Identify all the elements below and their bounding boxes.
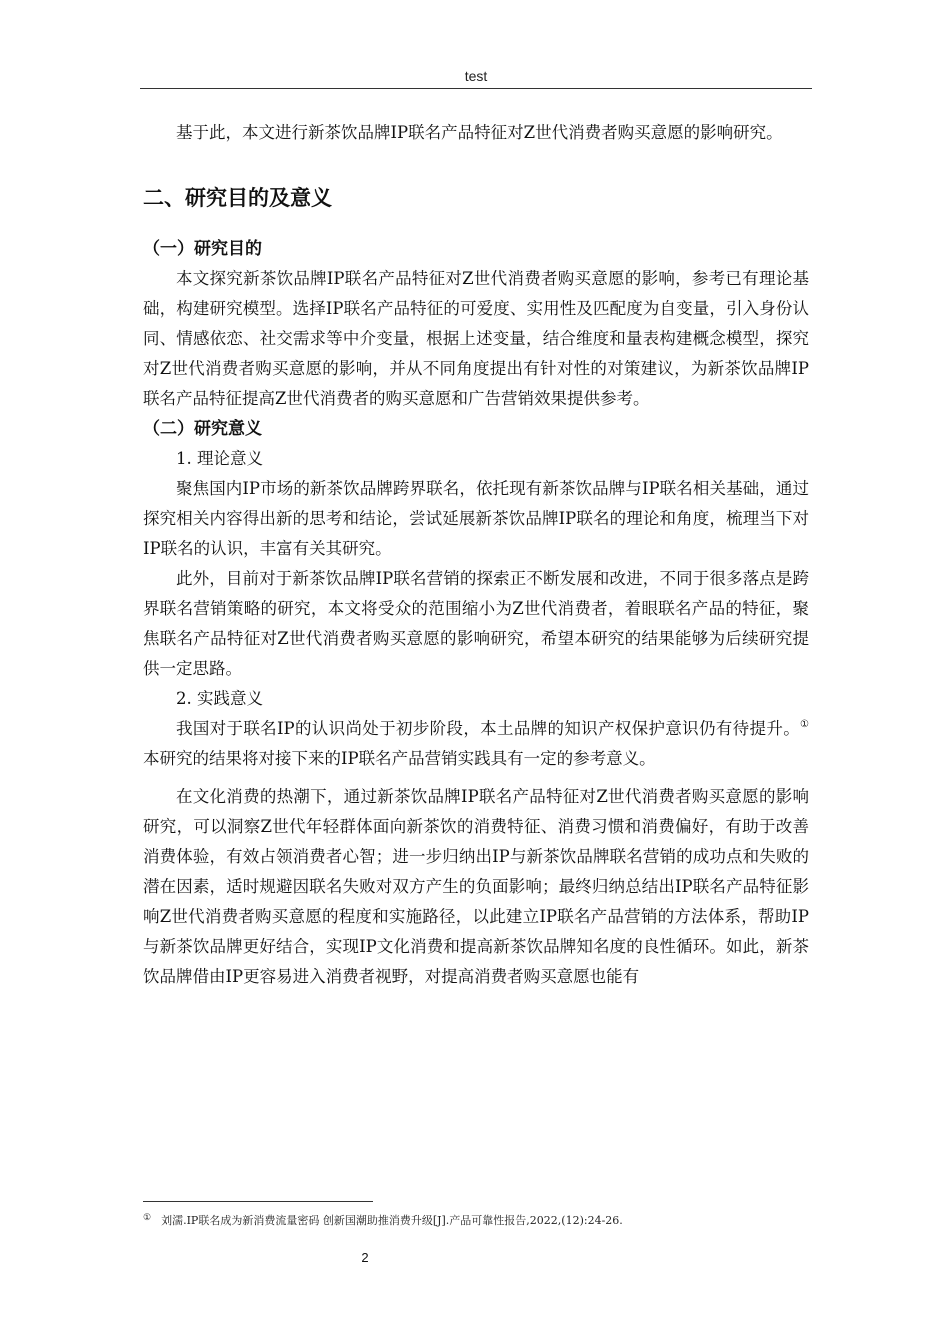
practice-paragraph-1 <box>143 714 809 774</box>
subheading-purpose: （一）研究目的 <box>143 239 262 259</box>
subheading-significance: （二）研究意义 <box>143 419 262 439</box>
page-header: test <box>464 68 488 84</box>
theory-paragraph-2: 此外，目前对于新茶饮品牌IP联名营销的探索正不断发展和改进，不同于很多落点是跨界联名营销策略的研究，本文将受众的范围缩小为Z世代消费者，着眼联名产品的特征，聚焦联名产品特征对Z世代消费者购买意愿的影响研究，希望本研究的结果能够为后续研究提供一定思路。 <box>143 569 809 678</box>
intro-paragraph: 基于此，本文进行新茶饮品牌IP联名产品特征对Z世代消费者购买意愿的影响研究。 <box>176 123 783 142</box>
document-body <box>143 118 809 992</box>
footnote-mark: ① <box>143 1213 152 1223</box>
page-number: 2 <box>361 1250 369 1265</box>
header-divider <box>140 88 812 89</box>
purpose-paragraph: 本文探究新茶饮品牌IP联名产品特征对Z世代消费者购买意愿的影响，参考已有理论基础，构建研究模型。选择IP联名产品特征的可爱度、实用性及匹配度为自变量，引入身份认同、情感依恋、社交需求等中介变量，根据上述变量，结合维度和量表构建概念模型，探究对Z世代消费者购买意愿的影响，并从不同角度提出有针对性的对策建议，为新茶饮品牌IP联名产品特征提高Z世代消费者的购买意愿和广告营销效果提供参考。 <box>143 269 809 408</box>
theory-paragraph-1: 聚焦国内IP市场的新茶饮品牌跨界联名，依托现有新茶饮品牌与IP联名相关基础，通过探究相关内容得出新的思考和结论，尝试延展新茶饮品牌IP联名的理论和角度，梳理当下对IP联名的认识，丰富有关其研究。 <box>143 479 809 558</box>
footnote-text: 刘濡.IP联名成为新消费流量密码 创新国潮助推消费升级[J].产品可靠性报告,2022,(12):24-26. <box>161 1214 623 1227</box>
practice-text-b: 本研究的结果将对接下来的IP联名产品营销实践具有一定的参考意义。 <box>143 749 656 768</box>
footnote <box>143 1212 809 1228</box>
item-theory-title: 1. 理论意义 <box>176 449 263 468</box>
item-practice-title: 2. 实践意义 <box>176 689 263 708</box>
footnote-divider <box>143 1201 373 1202</box>
section-heading: 二、研究目的及意义 <box>143 186 332 210</box>
footnote-reference[interactable]: ① <box>800 719 809 730</box>
practice-paragraph-2: 在文化消费的热潮下，通过新茶饮品牌IP联名产品特征对Z世代消费者购买意愿的影响研究，可以洞察Z世代年轻群体面向新茶饮的消费特征、消费习惯和消费偏好，有助于改善消费体验，有效占领消费者心智；进一步归纳出IP与新茶饮品牌联名营销的成功点和失败的潜在因素，适时规避因联名失败对双方产生的负面影响；最终归纳总结出IP联名产品特征影响Z世代消费者购买意愿的程度和实施路径，以此建立IP联名产品营销的方法体系，帮助IP与新茶饮品牌更好结合，实现IP文化消费和提高新茶饮品牌知名度的良性循环。如此，新茶饮品牌借由IP更容易进入消费者视野，对提高消费者购买意愿也能有 <box>143 787 809 986</box>
practice-text-a: 我国对于联名IP的认识尚处于初步阶段，本土品牌的知识产权保护意识仍有待提升。 <box>176 719 801 738</box>
